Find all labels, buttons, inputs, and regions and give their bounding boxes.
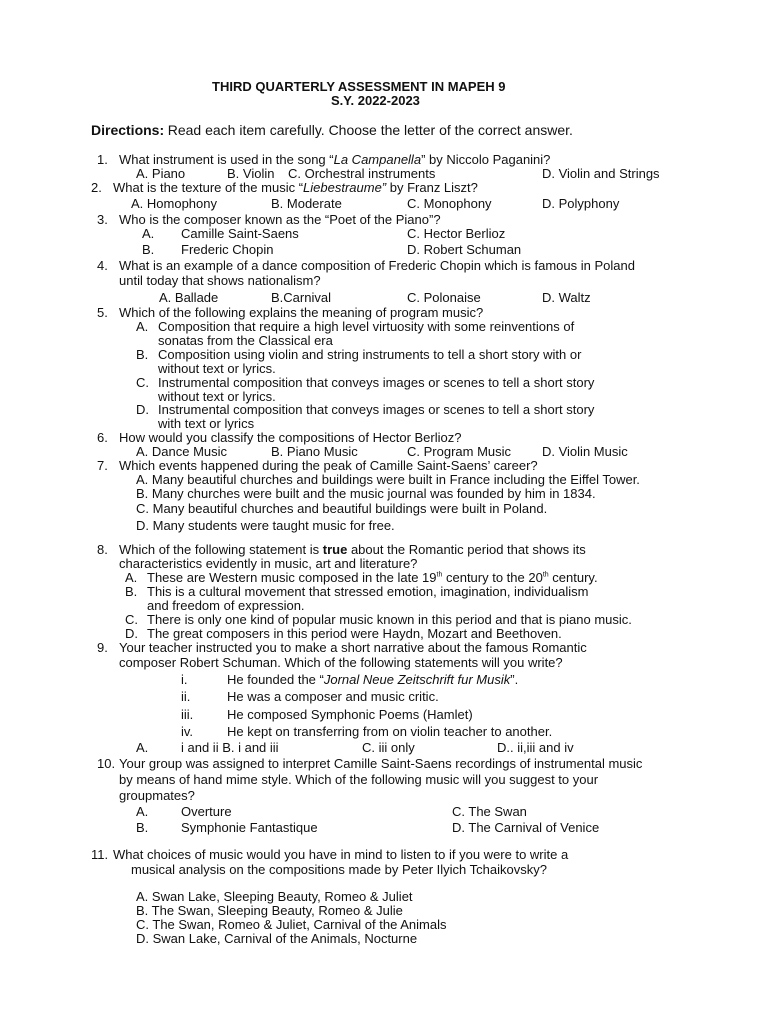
directions: [91, 123, 573, 138]
q8-option-b-line-2: and freedom of expression.: [147, 598, 305, 613]
question-2-text: [113, 180, 478, 195]
q8-option-d: The great composers in this period were Haydn, Mozart and Beethoven.: [147, 626, 562, 641]
q9-option-c: C. iii only: [362, 740, 415, 755]
question-8-number: 8.: [97, 542, 108, 557]
q9-statement-iv-num: iv.: [181, 724, 194, 739]
q5-option-a-line-2: sonatas from the Classical era: [158, 333, 333, 348]
q8-a-sup-2: th: [542, 571, 549, 579]
question-2-number: 2.: [91, 180, 102, 195]
q9-statement-i: [227, 672, 518, 687]
q9-i-journal-title: Jornal Neue Zeitschrift fur Musik: [323, 672, 511, 687]
q4-option-b: B.Carnival: [271, 290, 331, 305]
q1-option-a: A. Piano: [136, 166, 186, 181]
q2-song-title: Liebestraume”: [303, 180, 387, 195]
q3-option-b-letter: B.: [142, 242, 155, 257]
q9-statement-ii-num: ii.: [181, 689, 191, 704]
question-4-line-1: What is an example of a dance composition of Frederic Chopin which is famous in Poland: [119, 258, 635, 273]
question-9-line-2: composer Robert Schuman. Which of the following statements will you write?: [119, 655, 563, 670]
q5-option-d-letter: D.: [136, 402, 149, 417]
question-4-number: 4.: [97, 258, 108, 273]
q3-option-b: Frederic Chopin: [181, 242, 274, 257]
q1-option-d: D. Violin and Strings: [542, 166, 660, 181]
q5-option-d-line-1: Instrumental composition that conveys images or scenes to tell a short story: [158, 402, 595, 417]
question-10-line-3: groupmates?: [119, 788, 195, 803]
question-5-text: Which of the following explains the meaning of program music?: [119, 305, 484, 320]
q11-option-d: D. Swan Lake, Carnival of the Animals, Nocturne: [136, 931, 418, 946]
question-9-number: 9.: [97, 640, 108, 655]
q9-statement-iii-num: iii.: [181, 707, 194, 722]
question-3-number: 3.: [97, 212, 108, 227]
q8-a-sup-1: th: [436, 571, 443, 579]
q7-option-b: B. Many churches were built and the music journal was founded by him in 1834.: [136, 486, 596, 501]
q10-option-b-letter: B.: [136, 820, 149, 835]
question-8-line-1: [119, 542, 586, 557]
q10-option-c: C. The Swan: [452, 804, 527, 819]
q9-statement-i-num: i.: [181, 672, 188, 687]
q10-option-b: Symphonie Fantastique: [181, 820, 318, 835]
q7-option-a: A. Many beautiful churches and buildings were built in France including the Eiffel Tower.: [136, 472, 640, 487]
question-7-text: Which events happened during the peak of Camille Saint-Saens’ career?: [119, 458, 538, 473]
q5-option-a-line-1: Composition that require a high level virtuosity with some reinventions of: [158, 319, 575, 334]
q10-option-a-letter: A.: [136, 804, 149, 819]
q8-a-mid: century to the 20: [442, 570, 543, 585]
q1-option-c: C. Orchestral instruments: [288, 166, 436, 181]
directions-text: Read each item carefully. Choose the letter of the correct answer.: [167, 122, 573, 138]
directions-label: Directions:: [91, 122, 165, 138]
q2-post: by Franz Liszt?: [386, 180, 478, 195]
q8-pre: Which of the following statement is: [119, 542, 323, 557]
q8-a-pre: These are Western music composed in the late 19: [147, 570, 437, 585]
q9-i-post: ”.: [510, 672, 519, 687]
q2-option-a: A. Homophony: [131, 196, 217, 211]
q9-i-pre: He founded the “: [227, 672, 324, 687]
q2-pre: What is the texture of the music “: [113, 180, 304, 195]
q1-option-b: B. Violin: [227, 166, 275, 181]
question-5-number: 5.: [97, 305, 108, 320]
q9-option-d: D.. ii,iii and iv: [497, 740, 574, 755]
q2-option-b: B. Moderate: [271, 196, 342, 211]
q2-option-c: C. Monophony: [407, 196, 492, 211]
q9-statement-iv: He kept on transferring from on violin teacher to another.: [227, 724, 553, 739]
question-1-number: 1.: [97, 152, 108, 167]
q4-option-a: A. Ballade: [159, 290, 219, 305]
q5-option-d-line-2: with text or lyrics: [158, 416, 255, 431]
q9-statement-ii: He was a composer and music critic.: [227, 689, 439, 704]
q3-option-c: C. Hector Berlioz: [407, 226, 506, 241]
q5-option-c-line-2: without text or lyrics.: [158, 389, 276, 404]
q3-option-a-letter: A.: [142, 226, 155, 241]
q11-option-c: C. The Swan, Romeo & Juliet, Carnival of the Animals: [136, 917, 447, 932]
q5-option-b-line-1: Composition using violin and string instruments to tell a short story with or: [158, 347, 582, 362]
question-10-number: 10.: [97, 756, 116, 771]
q5-option-c-line-1: Instrumental composition that conveys images or scenes to tell a short story: [158, 375, 595, 390]
q5-option-b-letter: B.: [136, 347, 149, 362]
q8-option-c: There is only one kind of popular music known in this period and that is piano music.: [147, 612, 632, 627]
q8-bold-true: true: [322, 542, 348, 557]
question-1-text: [119, 152, 550, 167]
q11-option-a: A. Swan Lake, Sleeping Beauty, Romeo & Juliet: [136, 889, 413, 904]
q1-post: ” by Niccolo Paganini?: [421, 152, 551, 167]
q3-option-d: D. Robert Schuman: [407, 242, 522, 257]
q1-pre: What instrument is used in the song “: [119, 152, 334, 167]
school-year: S.Y. 2022-2023: [331, 93, 420, 108]
q7-option-c: C. Many beautiful churches and beautiful buildings were built in Poland.: [136, 501, 548, 516]
question-4-line-2: until today that shows nationalism?: [119, 273, 321, 288]
question-10-line-2: by means of hand mime style. Which of the following music will you suggest to your: [119, 772, 599, 787]
question-6-text: How would you classify the compositions of Hector Berlioz?: [119, 430, 462, 445]
q9-option-a-b: i and ii B. i and iii: [181, 740, 279, 755]
q6-option-c: C. Program Music: [407, 444, 512, 459]
q2-option-d: D. Polyphony: [542, 196, 620, 211]
q8-a-post: century.: [548, 570, 598, 585]
question-11-line-1: What choices of music would you have in mind to listen to if you were to write a: [113, 847, 569, 862]
question-6-number: 6.: [97, 430, 108, 445]
q10-option-a: Overture: [181, 804, 232, 819]
q4-option-c: C. Polonaise: [407, 290, 481, 305]
q8-option-d-letter: D.: [125, 626, 138, 641]
q1-song-title: La Campanella: [333, 152, 422, 167]
question-11-line-2: musical analysis on the compositions made by Peter Ilyich Tchaikovsky?: [131, 862, 547, 877]
question-8-line-2: characteristics evidently in music, art and literature?: [119, 556, 418, 571]
page-title: THIRD QUARTERLY ASSESSMENT IN MAPEH 9: [212, 79, 506, 94]
q11-option-b: B. The Swan, Sleeping Beauty, Romeo & Julie: [136, 903, 403, 918]
q8-option-a-letter: A.: [125, 570, 138, 585]
q5-option-b-line-2: without text or lyrics.: [158, 361, 276, 376]
question-3-text: Who is the composer known as the “Poet of the Piano”?: [119, 212, 441, 227]
q6-option-d: D. Violin Music: [542, 444, 628, 459]
q8-post: about the Romantic period that shows its: [347, 542, 586, 557]
q6-option-a: A. Dance Music: [136, 444, 228, 459]
q4-option-d: D. Waltz: [542, 290, 591, 305]
q9-statement-iii: He composed Symphonic Poems (Hamlet): [227, 707, 473, 722]
q8-option-a: [147, 570, 598, 585]
q9-option-a-letter: A.: [136, 740, 149, 755]
question-10-line-1: Your group was assigned to interpret Camille Saint-Saens recordings of instrumental music: [119, 756, 643, 771]
question-11-number: 11.: [91, 847, 109, 862]
q8-option-b-line-1: This is a cultural movement that stressed emotion, imagination, individualism: [147, 584, 589, 599]
q7-option-d: D. Many students were taught music for free.: [136, 518, 395, 533]
q3-option-a: Camille Saint-Saens: [181, 226, 299, 241]
q8-option-c-letter: C.: [125, 612, 138, 627]
question-9-line-1: Your teacher instructed you to make a short narrative about the famous Romantic: [119, 640, 587, 655]
q5-option-a-letter: A.: [136, 319, 149, 334]
q10-option-d: D. The Carnival of Venice: [452, 820, 600, 835]
question-7-number: 7.: [97, 458, 108, 473]
q8-option-b-letter: B.: [125, 584, 138, 599]
q5-option-c-letter: C.: [136, 375, 149, 390]
q6-option-b: B. Piano Music: [271, 444, 358, 459]
